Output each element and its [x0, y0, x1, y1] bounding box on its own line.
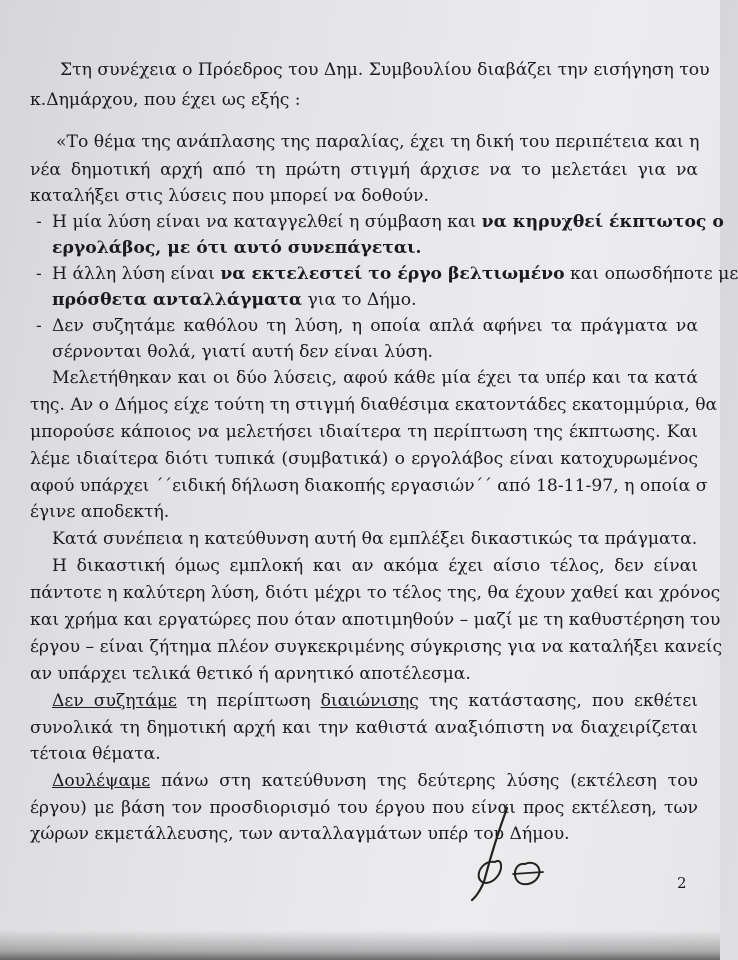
- bullet-1-line-1: [52, 210, 724, 234]
- para4-text-b: τη περίπτωση: [176, 691, 321, 711]
- bullet-dash-1: -: [36, 212, 42, 232]
- para4-line-3: τέτοια θέματα.: [30, 744, 161, 764]
- para1-line-6: έγινε αποδεκτή.: [30, 502, 170, 522]
- page-number: 2: [677, 874, 687, 892]
- bullet-2-bold-text: να εκτελεστεί το έργο βελτιωμένο: [220, 264, 565, 284]
- para3-line-3: και χρήμα και εργατώρες που όταν αποτιμηθούν – μαζί με τη καθυστέρηση του: [30, 610, 721, 630]
- quote-line-3: καταλήξει στις λύσεις που μπορεί να δοθούν.: [30, 186, 429, 206]
- para3-line-1: Η δικαστική όμως εμπλοκή και αν ακόμα έχει αίσιο τέλος, δεν είναι: [52, 556, 698, 576]
- bullet-1-bold-text: να κηρυχθεί έκπτωτος ο: [481, 212, 724, 232]
- bullet-2-line-2: [52, 288, 698, 312]
- para4-underlined-1: Δεν συζητάμε: [52, 691, 177, 711]
- para5-text-b: πάνω στη κατεύθυνση της δεύτερης λύσης (εκτέλεση του: [150, 771, 698, 791]
- quote-line-1: «Το θέμα της ανάπλασης της παραλίας, έχει τη δική του περιπέτεια και η: [56, 132, 700, 152]
- quote-line-2: νέα δημοτική αρχή από τη πρώτη στιγμή άρχισε να το μελετάει για να: [30, 160, 698, 180]
- bullet-2-bold-text-2: πρόσθετα ανταλλάγματα: [52, 290, 303, 310]
- intro-line-2: κ.Δημάρχου, που έχει ως εξής :: [30, 90, 301, 110]
- para1-line-5: αφού υπάρχει ΄΄ειδική δήλωση διακοπής εργασιών΄΄ από 18-11-97, η οποία σ: [30, 476, 708, 496]
- photo-edge-shadow: [0, 930, 720, 960]
- bullet-dash-3: -: [36, 316, 42, 336]
- bullet-2-text-d: για το Δήμο.: [302, 290, 417, 310]
- para5-line-1: [52, 769, 698, 793]
- bullet-2-line-1: [52, 262, 738, 286]
- para2-line-1: Κατά συνέπεια η κατεύθυνση αυτή θα εμπλέξει δικαστικώς τα πράγματα.: [52, 529, 698, 549]
- para3-line-4: έργου – είναι ζήτημα πλέον συγκεκριμένης σύγκρισης για να καταλήξει κανείς: [30, 637, 723, 657]
- bullet-3-line-2: σέρνονται θολά, γιατί αυτή δεν είναι λύση.: [52, 342, 433, 362]
- bullet-2-text-a: Η άλλη λύση είναι: [52, 264, 221, 284]
- para4-text-d: της κατάστασης, που εκθέτει: [418, 691, 698, 711]
- bullet-3-line-1: Δεν συζητάμε καθόλου τη λύση, η οποία απλά αφήνει τα πράγματα να: [52, 316, 698, 336]
- para1-line-2: της. Αν ο Δήμος είχε τούτη τη στιγμή διαθέσιμα εκατοντάδες εκατομμύρια, θα: [30, 395, 718, 415]
- bullet-2-text-c: και οπωσδήποτε με: [564, 264, 738, 284]
- handwritten-signature: [455, 800, 575, 910]
- bullet-1-line-2: εργολάβος, με ότι αυτό συνεπάγεται.: [52, 238, 422, 258]
- para1-line-1: Μελετήθηκαν και οι δύο λύσεις, αφού κάθε μία έχει τα υπέρ και τα κατά: [52, 368, 698, 388]
- bullet-1-text: Η μία λύση είναι να καταγγελθεί η σύμβαση και: [52, 212, 482, 232]
- bullet-dash-2: -: [36, 264, 42, 284]
- para5-line-3: χώρων εκμετάλλευσης, των ανταλλαγμάτων υπέρ του Δήμου.: [30, 824, 570, 844]
- para5-underlined: Δουλέψαμε: [52, 771, 151, 791]
- para4-underlined-2: διαιώνισης: [320, 691, 419, 711]
- para1-line-3: μπορούσε κάποιος να μελετήσει ιδιαίτερα τη περίπτωση της έκπτωσης. Και: [30, 422, 698, 442]
- para3-line-5: αν υπάρχει τελικά θετικό ή αρνητικό αποτέλεσμα.: [30, 664, 471, 684]
- para4-line-1: [52, 689, 698, 713]
- intro-line-1: Στη συνέχεια ο Πρόεδρος του Δημ. Συμβουλίου διαβάζει την εισήγηση του: [60, 60, 710, 80]
- para1-line-4: λέμε ιδιαίτερα διότι τυπικά (συμβατικά) ο εργολάβος είναι κατοχυρωμένος: [30, 449, 698, 469]
- para3-line-2: πάντοτε η καλύτερη λύση, διότι μέχρι το τέλος της, θα έχουν χαθεί και χρόνος: [30, 583, 721, 603]
- para4-line-2: συνολικά τη δημοτική αρχή και την καθιστά αναξιόπιστη να διαχειρίζεται: [30, 718, 698, 738]
- para5-line-2: έργου) με βάση τον προσδιορισμό του έργου που είναι προς εκτέλεση, των: [30, 798, 698, 818]
